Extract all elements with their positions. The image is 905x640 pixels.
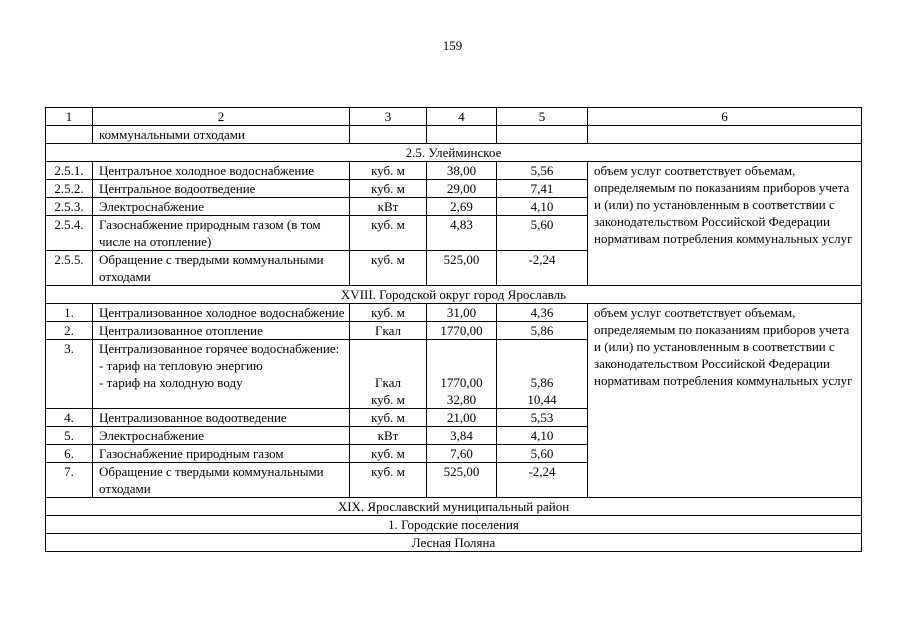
header-cell: 3 bbox=[350, 108, 427, 126]
header-cell: 5 bbox=[497, 108, 588, 126]
page-number: 159 bbox=[442, 38, 463, 53]
value-col5: 7,41 bbox=[497, 180, 588, 198]
value-col4-sub: 1770,00 bbox=[440, 375, 483, 390]
section-title: XVIII. Городской округ город Ярославль bbox=[46, 286, 862, 304]
row-number: 3. bbox=[46, 340, 93, 409]
service-name-sub: - тариф на холодную воду bbox=[99, 375, 243, 390]
value-col5: 4,36 bbox=[497, 304, 588, 322]
row-number: 1. bbox=[46, 304, 93, 322]
value-col4: 38,00 bbox=[427, 162, 497, 180]
unit: куб. м bbox=[350, 162, 427, 180]
service-name-main: Централизованное горячее водоснабжение: bbox=[99, 341, 340, 356]
value-col5: 5,53 bbox=[497, 409, 588, 427]
unit: куб. м bbox=[350, 409, 427, 427]
header-cell: 2 bbox=[93, 108, 350, 126]
subsection-row bbox=[46, 516, 862, 534]
unit: куб. м bbox=[350, 463, 427, 498]
value-col5: 5,60 bbox=[497, 445, 588, 463]
value-col4: 7,60 bbox=[427, 445, 497, 463]
section-row bbox=[46, 286, 862, 304]
value-col4 bbox=[427, 340, 497, 409]
table-row bbox=[46, 304, 862, 322]
note: объем услуг соответствует объемам, определяемым по показаниям приборов учета и (или) по установленным в соответствии с законодательством Российской Федерации нормативам потребления коммунальных услуг bbox=[588, 304, 862, 498]
section-title: XIX. Ярославский муниципальный район bbox=[46, 498, 862, 516]
header-cell: 4 bbox=[427, 108, 497, 126]
value-col5: -2,24 bbox=[497, 251, 588, 286]
row-number: 5. bbox=[46, 427, 93, 445]
note: объем услуг соответствует объемам, определяемым по показаниям приборов учета и (или) по установленным в соответствии с законодательством Российской Федерации нормативам потребления коммунальных услуг bbox=[588, 162, 862, 286]
row-number: 7. bbox=[46, 463, 93, 498]
row-number: 2.5.4. bbox=[46, 216, 93, 251]
value-col4: 525,00 bbox=[427, 463, 497, 498]
table-row bbox=[46, 126, 862, 144]
row-number: 2. bbox=[46, 322, 93, 340]
service-name: Газоснабжение природным газом bbox=[93, 445, 350, 463]
value-col5-sub: 5,86 bbox=[530, 375, 554, 390]
value-col5: 5,60 bbox=[497, 216, 588, 251]
service-name: Централизованное отопление bbox=[93, 322, 350, 340]
service-name: Централъное холодное водоснабжение bbox=[93, 162, 350, 180]
unit: куб. м bbox=[350, 216, 427, 251]
value-col4: 29,00 bbox=[427, 180, 497, 198]
row-number: 6. bbox=[46, 445, 93, 463]
unit: Гкал bbox=[350, 322, 427, 340]
unit: куб. м bbox=[350, 304, 427, 322]
row-number: 2.5.5. bbox=[46, 251, 93, 286]
value-col4: 4,83 bbox=[427, 216, 497, 251]
service-name-sub: - тариф на тепловую энергию bbox=[99, 358, 263, 373]
value-col5: -2,24 bbox=[497, 463, 588, 498]
header-cell: 1 bbox=[46, 108, 93, 126]
subsection-title: 1. Городские поселения bbox=[46, 516, 862, 534]
value-col4: 31,00 bbox=[427, 304, 497, 322]
service-name: Газоснабжение природным газом (в том числе на отопление) bbox=[93, 216, 350, 251]
unit: куб. м bbox=[350, 251, 427, 286]
header-cell: 6 bbox=[588, 108, 862, 126]
service-name: коммунальными отходами bbox=[93, 126, 350, 144]
service-name: Центральное водоотведение bbox=[93, 180, 350, 198]
service-name: Обращение с твердыми коммунальными отходами bbox=[93, 463, 350, 498]
value-col4: 3,84 bbox=[427, 427, 497, 445]
service-name: Электроснабжение bbox=[93, 198, 350, 216]
place-row bbox=[46, 534, 862, 552]
row-number: 4. bbox=[46, 409, 93, 427]
value-col4: 525,00 bbox=[427, 251, 497, 286]
value-col5-sub: 10,44 bbox=[527, 392, 557, 407]
unit bbox=[350, 340, 427, 409]
value-col4: 21,00 bbox=[427, 409, 497, 427]
value-col4: 1770,00 bbox=[427, 322, 497, 340]
unit: кВт bbox=[350, 427, 427, 445]
value-col5: 4,10 bbox=[497, 427, 588, 445]
value-col5: 5,56 bbox=[497, 162, 588, 180]
value-col4: 2,69 bbox=[427, 198, 497, 216]
header-row bbox=[46, 108, 862, 126]
service-name bbox=[93, 340, 350, 409]
place-title: Лесная Поляна bbox=[46, 534, 862, 552]
service-name: Обращение с твердыми коммунальными отходами bbox=[93, 251, 350, 286]
row-number: 2.5.1. bbox=[46, 162, 93, 180]
value-col5: 4,10 bbox=[497, 198, 588, 216]
value-col5: 5,86 bbox=[497, 322, 588, 340]
table-row bbox=[46, 162, 862, 180]
unit: куб. м bbox=[350, 180, 427, 198]
service-name: Централизованное водоотведение bbox=[93, 409, 350, 427]
section-row bbox=[46, 498, 862, 516]
unit: кВт bbox=[350, 198, 427, 216]
tariff-table bbox=[45, 107, 862, 552]
service-name: Электроснабжение bbox=[93, 427, 350, 445]
section-row bbox=[46, 144, 862, 162]
value-col5 bbox=[497, 340, 588, 409]
unit-sub: Гкал bbox=[374, 375, 401, 390]
value-col4-sub: 32,80 bbox=[446, 392, 477, 407]
row-number: 2.5.2. bbox=[46, 180, 93, 198]
unit-sub: куб. м bbox=[371, 392, 405, 407]
unit: куб. м bbox=[350, 445, 427, 463]
section-title: 2.5. Улейминское bbox=[46, 144, 862, 162]
row-number: 2.5.3. bbox=[46, 198, 93, 216]
service-name: Централизованное холодное водоснабжение bbox=[93, 304, 350, 322]
